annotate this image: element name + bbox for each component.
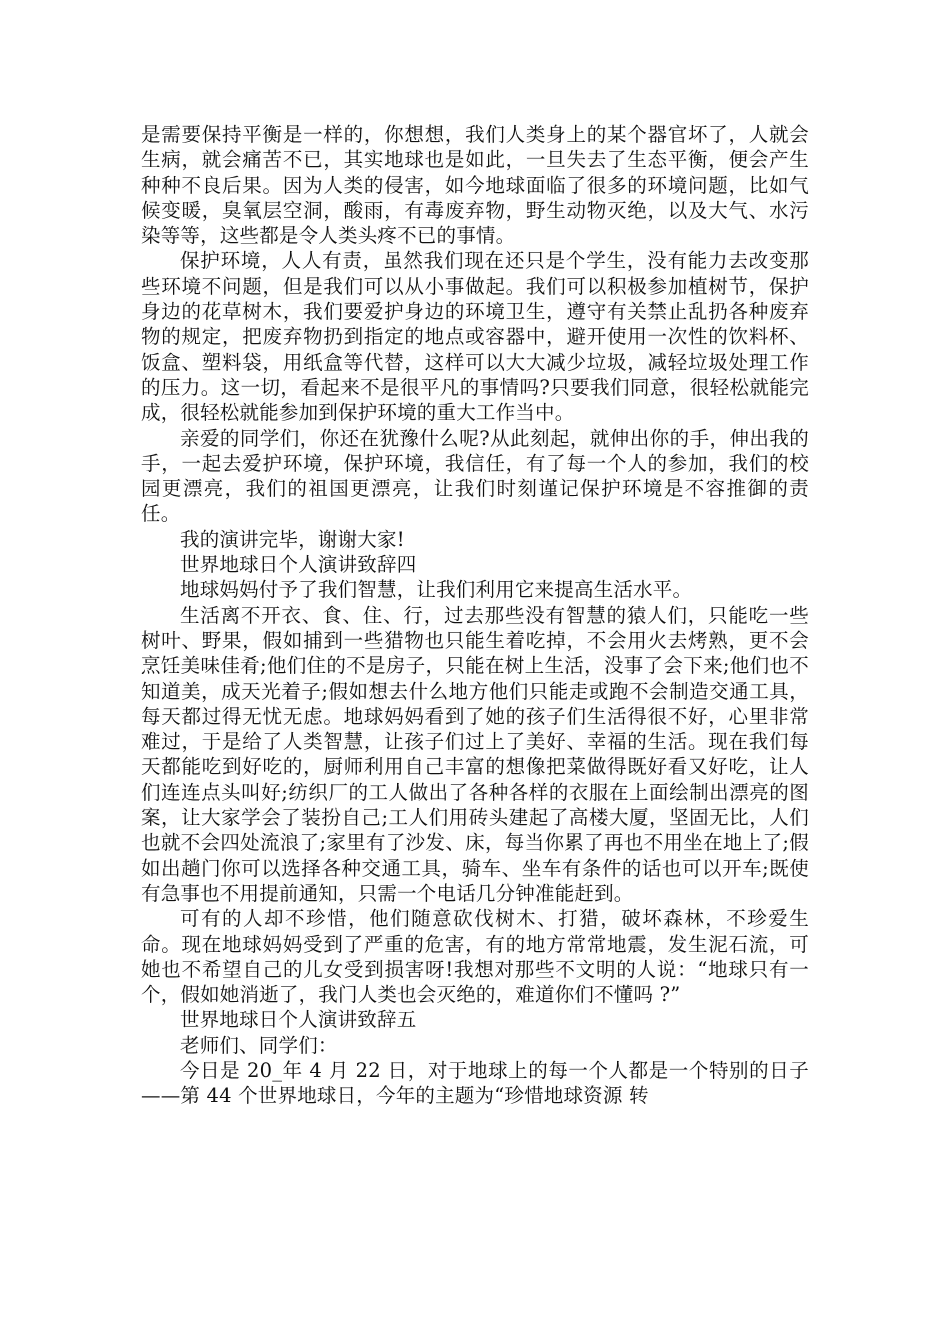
- paragraph-1: 是需要保持平衡是一样的，你想想，我们人类身上的某个器官坏了，人就会生病，就会痛苦不已，其实地球也是如此，一旦失去了生态平衡，便会产生种种不良后果。因为人类的侵害，如今地球面临了很多的环境问题，比如气候变暖，臭氧层空洞，酸雨，有毒废弃物，野生动物灭绝，以及大气、水污染等等，这些都是令人类头疼不已的事情。: [141, 123, 809, 248]
- paragraph-2: 保护环境，人人有责，虽然我们现在还只是个学生，没有能力去改变那些环境不问题，但是我们可以从小事做起。我们可以积极参加植树节，保护身边的花草树木，我们要爱护身边的环境卫生，遵守有关禁止乱扔各种废弃物的规定，把废弃物扔到指定的地点或容器中，避开使用一次性的饮料杯、饭盒、塑料袋，用纸盒等代替，这样可以大大减少垃圾，减轻垃圾处理工作的压力。这一切，看起来不是很平凡的事情吗?只要我们同意，很轻松就能完成，很轻松就能参加到保护环境的重大工作当中。: [141, 249, 809, 425]
- section-heading-5: 世界地球日个人演讲致辞五: [180, 1008, 417, 1032]
- paragraph-3: 亲爱的同学们，你还在犹豫什么呢?从此刻起，就伸出你的手，伸出我的手，一起去爱护环境，保护环境，我信任，有了每一个人的参加，我们的校园更漂亮，我们的祖国更漂亮，让我们时刻谨记保护环境是不容推御的责任。: [141, 426, 809, 526]
- paragraph-8: 可有的人却不珍惜，他们随意砍伐树木、打猎，破坏森林，不珍爱生命。现在地球妈妈受到了严重的危害，有的地方常常地震，发生泥石流，可她也不希望自己的儿女受到损害呀!我想对那些不文明的人说：“地球只有一个，假如她消逝了，我门人类也会灭绝的，难道你们不懂吗 ?”: [141, 907, 809, 1007]
- paragraph-6: 地球妈妈付予了我们智慧，让我们利用它来提高生活水平。: [180, 578, 693, 602]
- salutation: 老师们、同学们：: [180, 1033, 338, 1057]
- paragraph-7: 生活离不开衣、食、住、行，过去那些没有智慧的猿人们，只能吃一些树叶、野果，假如捕到一些猎物也只能生着吃掉，不会用火去烤熟，更不会烹饪美味佳肴;他们住的不是房子，只能在树上生活，没事了会下来;他们也不知道美，成天光着子;假如想去什么地方他们只能走或跑不会制造交通工具，每天都过得无忧无虑。地球妈妈看到了她的孩子们生活得很不好，心里非常难过，于是给了人类智慧，让孩子们过上了美好、幸福的生活。现在我们每天都能吃到好吃的，厨师利用自己丰富的想像把菜做得既好看又好吃，让人们连连点头叫好;纺织厂的工人做出了各种各样的衣服在上面绘制出漂亮的图案，让大家学会了装扮自己;工人们用砖头建起了高楼大厦，坚固无比，人们也就不会四处流浪了;家里有了沙发、床，每当你累了再也不用坐在地上了;假如出趟门你可以选择各种交通工具，骑车、坐车有条件的话也可以开车;既使有急事也不用提前通知，只需一个电话几分钟准能赶到。: [141, 603, 809, 905]
- section-heading-4: 世界地球日个人演讲致辞四: [180, 553, 417, 577]
- paragraph-11: 今日是 20_年 4 月 22 日，对于地球上的每一个人都是一个特别的日子——第 44 个世界地球日，今年的主题为“珍惜地球资源 转: [141, 1058, 809, 1108]
- document-body: [141, 122, 809, 1109]
- paragraph-4: 我的演讲完毕，谢谢大家!: [180, 527, 405, 551]
